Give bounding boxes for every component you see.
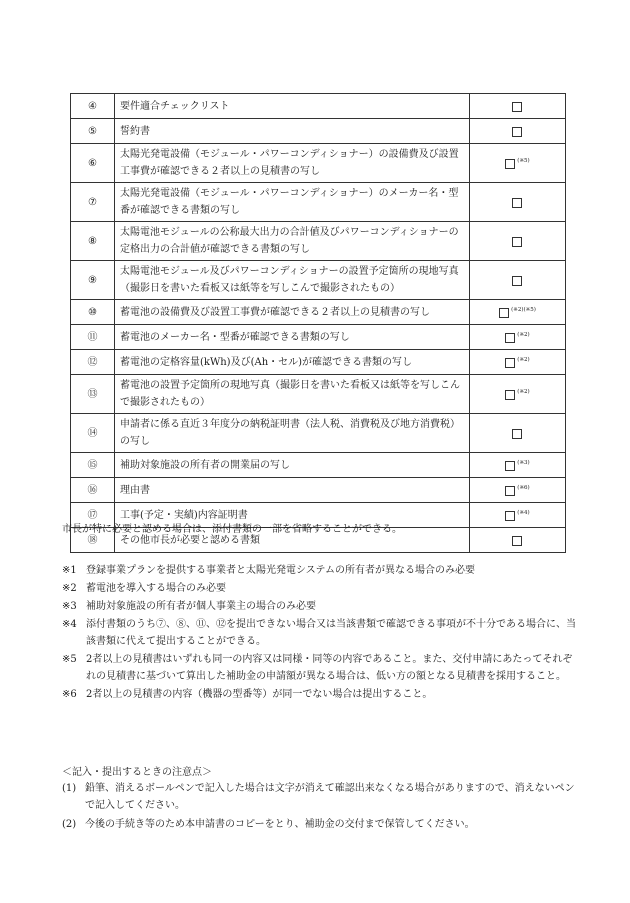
row-description: 理由書	[115, 478, 470, 503]
omit-note: 市長が特に必要と認める場合は、添付書類の一部を省略することができる。	[62, 524, 402, 535]
checkbox[interactable]	[512, 429, 522, 439]
row-note-ref: (※6)	[517, 485, 530, 491]
table-row	[71, 94, 566, 119]
row-note-ref: (※2)	[517, 357, 530, 363]
caution-list	[62, 780, 582, 835]
table-row	[71, 261, 566, 300]
row-number: ⑰	[71, 503, 115, 528]
checkbox[interactable]	[512, 127, 522, 137]
caution-text: 今後の手続き等のため本申請書のコピーをとり、補助金の交付まで保管してください。	[85, 819, 475, 830]
row-checkbox-cell	[470, 414, 566, 453]
note-text: 蓄電池を導入する場合のみ必要	[86, 583, 226, 594]
row-description: 蓄電池の定格容量(kWh)及び(Ah・セル)が確認できる書類の写し	[115, 350, 470, 375]
note-item	[62, 686, 582, 703]
row-number: ⑩	[71, 300, 115, 325]
caution-mark: (2)	[62, 819, 77, 830]
caution-item	[62, 816, 582, 833]
row-checkbox-cell	[470, 183, 566, 222]
note-mark: ※4	[62, 619, 77, 630]
row-note-ref: (※5)	[517, 158, 530, 164]
row-checkbox-cell	[470, 144, 566, 183]
checkbox[interactable]	[505, 390, 515, 400]
row-number: ⑪	[71, 325, 115, 350]
note-mark: ※3	[62, 601, 77, 612]
note-mark: ※5	[62, 654, 77, 665]
row-number: ⑧	[71, 222, 115, 261]
table-row	[71, 350, 566, 375]
row-checkbox-cell	[470, 375, 566, 414]
row-checkbox-cell	[470, 119, 566, 144]
row-checkbox-cell	[470, 478, 566, 503]
note-item	[62, 651, 582, 685]
checkbox[interactable]	[505, 486, 515, 496]
caution-mark: (1)	[62, 783, 77, 794]
row-description: その他市長が必要と認める書類	[115, 528, 470, 553]
row-description: 申請者に係る直近３年度分の納税証明書（法人税、消費税及び地方消費税）の写し	[115, 414, 470, 453]
row-number: ⑬	[71, 375, 115, 414]
table-row	[71, 300, 566, 325]
row-description: 誓約書	[115, 119, 470, 144]
row-description: 太陽光発電設備（モジュール・パワーコンディショナー）のメーカー名・型番が確認できる書類の写し	[115, 183, 470, 222]
row-checkbox-cell	[470, 300, 566, 325]
checkbox[interactable]	[505, 333, 515, 343]
row-checkbox-cell	[470, 222, 566, 261]
note-text: 添付書類のうち⑦、⑧、⑪、⑫を提出できない場合又は当該書類で確認できる事項が不十分である場合に、当該書類に代えて提出することができる。	[86, 619, 576, 647]
row-number: ④	[71, 94, 115, 119]
table-row	[71, 183, 566, 222]
row-description: 要件適合チェックリスト	[115, 94, 470, 119]
checkbox[interactable]	[512, 237, 522, 247]
note-item	[62, 562, 582, 579]
caution-header: ＜記入・提出するときの注意点＞	[62, 767, 212, 778]
row-checkbox-cell	[470, 503, 566, 528]
note-mark: ※2	[62, 583, 77, 594]
row-checkbox-cell	[470, 261, 566, 300]
row-number: ⑨	[71, 261, 115, 300]
notes-list	[62, 562, 582, 704]
row-description: 蓄電池のメーカー名・型番が確認できる書類の写し	[115, 325, 470, 350]
note-text: 補助対象施設の所有者が個人事業主の場合のみ必要	[86, 601, 316, 612]
row-checkbox-cell	[470, 528, 566, 553]
note-mark: ※1	[62, 565, 77, 576]
caution-item	[62, 780, 582, 814]
table-row	[71, 119, 566, 144]
table-row	[71, 222, 566, 261]
table-row	[71, 144, 566, 183]
table-row	[71, 325, 566, 350]
row-number: ⑱	[71, 528, 115, 553]
row-checkbox-cell	[470, 350, 566, 375]
row-note-ref: (※3)	[517, 460, 530, 466]
table-row	[71, 414, 566, 453]
checkbox[interactable]	[505, 358, 515, 368]
checkbox[interactable]	[505, 511, 515, 521]
checkbox[interactable]	[512, 536, 522, 546]
note-item	[62, 580, 582, 597]
row-description: 太陽光発電設備（モジュール・パワーコンディショナー）の設備費及び設置工事費が確認できる２者以上の見積書の写し	[115, 144, 470, 183]
checkbox[interactable]	[512, 102, 522, 112]
table-row	[71, 375, 566, 414]
row-checkbox-cell	[470, 453, 566, 478]
checkbox[interactable]	[505, 461, 515, 471]
note-text: 2者以上の見積書の内容（機器の型番等）が同一でない場合は提出すること。	[86, 689, 433, 700]
attachment-table	[70, 93, 566, 553]
row-description: 蓄電池の設置予定箇所の現地写真（撮影日を書いた看板又は紙等を写しこんで撮影されたもの）	[115, 375, 470, 414]
row-description: 補助対象施設の所有者の開業届の写し	[115, 453, 470, 478]
checkbox[interactable]	[512, 198, 522, 208]
row-checkbox-cell	[470, 325, 566, 350]
note-mark: ※6	[62, 689, 77, 700]
row-note-ref: (※2)	[517, 389, 530, 395]
row-description: 蓄電池の設備費及び設置工事費が確認できる２者以上の見積書の写し	[115, 300, 470, 325]
row-checkbox-cell	[470, 94, 566, 119]
row-number: ⑭	[71, 414, 115, 453]
checkbox[interactable]	[512, 276, 522, 286]
note-text: 登録事業プランを提供する事業者と太陽光発電システムの所有者が異なる場合のみ必要	[86, 565, 475, 576]
note-item	[62, 616, 582, 650]
caution-text: 鉛筆、消えるボールペンで記入した場合は文字が消えて確認出来なくなる場合がありますので、消えないペンで記入してください。	[85, 783, 575, 811]
row-number: ⑫	[71, 350, 115, 375]
row-note-ref: (※2)	[517, 332, 530, 338]
table-row	[71, 478, 566, 503]
checkbox[interactable]	[499, 308, 509, 318]
table-row	[71, 453, 566, 478]
checkbox[interactable]	[505, 159, 515, 169]
row-description: 工事(予定・実績)内容証明書	[115, 503, 470, 528]
note-text: 2者以上の見積書はいずれも同一の内容又は同様・同等の内容であること。また、交付申請にあたってそれぞれの見積書に基づいて算出した補助金の申請額が異なる場合は、低い方の額となる見積書を採用すること。	[86, 654, 573, 682]
note-item	[62, 598, 582, 615]
row-note-ref: (※2)(※5)	[511, 307, 536, 313]
row-number: ⑤	[71, 119, 115, 144]
row-number: ⑯	[71, 478, 115, 503]
row-number: ⑦	[71, 183, 115, 222]
row-number: ⑮	[71, 453, 115, 478]
row-number: ⑥	[71, 144, 115, 183]
row-note-ref: (※4)	[517, 510, 530, 516]
row-description: 太陽電池モジュール及びパワーコンディショナーの設置予定箇所の現地写真（撮影日を書いた看板又は紙等を写しこんで撮影されたもの）	[115, 261, 470, 300]
row-description: 太陽電池モジュールの公称最大出力の合計値及びパワーコンディショナーの定格出力の合計値が確認できる書類の写し	[115, 222, 470, 261]
